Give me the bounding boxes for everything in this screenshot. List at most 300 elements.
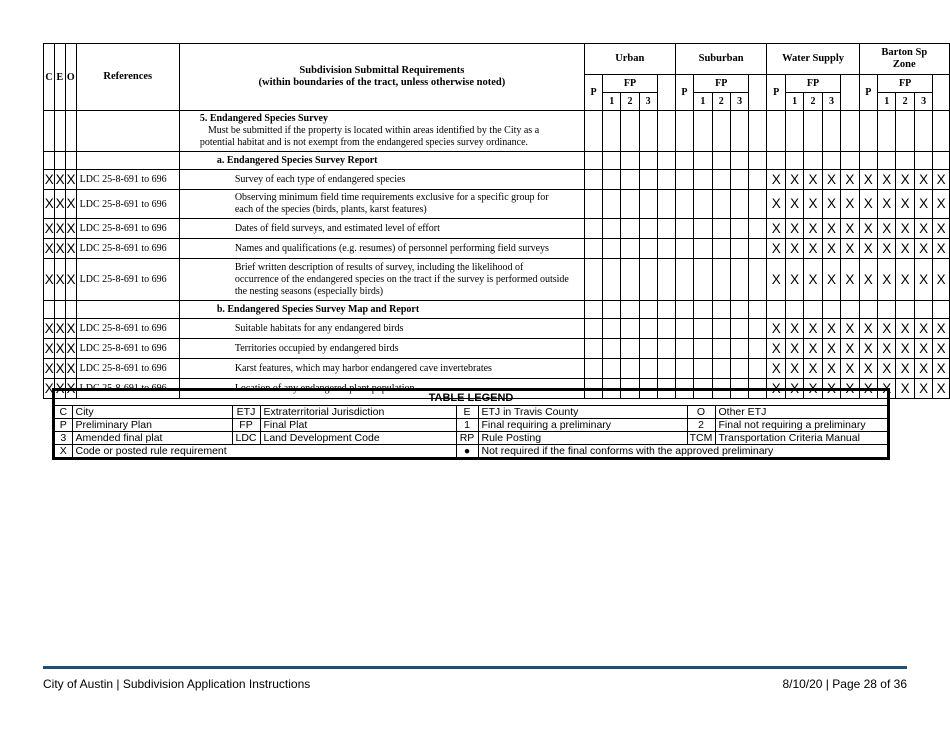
grid-cell-empty	[675, 152, 693, 170]
grid-cell-empty	[749, 319, 767, 339]
legend-table	[55, 406, 887, 457]
grid-cell-empty	[896, 152, 914, 170]
requirement-mark: X	[767, 359, 785, 379]
grid-cell-empty	[603, 301, 621, 319]
grid-cell-empty	[878, 152, 896, 170]
requirement-mark: X	[878, 319, 896, 339]
grid-cell-empty	[749, 339, 767, 359]
group-header-urban: Urban	[584, 44, 675, 75]
grid-cell-empty	[603, 359, 621, 379]
legend-body	[55, 406, 887, 457]
legend-definition: Final Plat	[260, 419, 456, 432]
grid-cell-empty	[730, 339, 748, 359]
grid-cell-empty	[639, 190, 657, 219]
legend-code: ETJ	[232, 406, 260, 419]
grid-cell-empty	[603, 339, 621, 359]
grid-cell-empty	[584, 219, 602, 239]
requirement-mark: X	[878, 170, 896, 190]
suburban-p-header: P	[675, 75, 693, 111]
legend-code: 1	[456, 419, 478, 432]
requirement-mark: X	[914, 170, 932, 190]
requirement-mark: X	[841, 339, 859, 359]
requirement-mark: X	[767, 379, 785, 399]
grid-cell-empty	[694, 170, 712, 190]
grid-cell-empty	[657, 170, 675, 190]
legend-row	[55, 432, 887, 445]
legend-row	[55, 419, 887, 432]
grid-cell-empty	[767, 301, 785, 319]
table-row	[44, 190, 950, 219]
grid-cell-empty	[621, 259, 639, 301]
requirements-body	[44, 111, 950, 399]
grid-cell-empty	[621, 319, 639, 339]
section-desc-line: Must be submitted if the property is located within areas identified by the City as a	[207, 125, 540, 136]
grid-cell-empty	[767, 152, 785, 170]
mark-e: X	[54, 170, 65, 190]
grid-cell-empty	[841, 301, 859, 319]
legend-definition: Other ETJ	[715, 406, 887, 419]
requirement-mark: X	[914, 359, 932, 379]
grid-cell-empty	[675, 319, 693, 339]
grid-cell-empty	[933, 111, 950, 152]
legend-code: TCM	[687, 432, 715, 445]
requirement-mark: X	[822, 219, 840, 239]
grid-cell-empty	[584, 190, 602, 219]
grid-cell-empty	[603, 319, 621, 339]
requirement-mark: X	[859, 170, 877, 190]
requirement-description	[179, 190, 584, 219]
requirement-mark: X	[804, 359, 822, 379]
grid-cell-empty	[749, 152, 767, 170]
grid-cell-empty	[603, 239, 621, 259]
grid-cell-empty	[603, 219, 621, 239]
barton-spacer	[933, 75, 950, 111]
grid-cell-empty	[584, 359, 602, 379]
grid-cell-empty	[603, 259, 621, 301]
requirement-mark: X	[804, 190, 822, 219]
grid-cell-empty	[749, 111, 767, 152]
grid-cell-empty	[712, 152, 730, 170]
grid-cell-empty	[914, 301, 932, 319]
urban-fp-3: 3	[639, 93, 657, 111]
requirement-mark: X	[804, 239, 822, 259]
grid-cell-empty	[621, 301, 639, 319]
requirement-mark: X	[933, 190, 950, 219]
grid-cell-empty	[621, 339, 639, 359]
requirement-mark: X	[896, 219, 914, 239]
grid-cell-empty	[694, 319, 712, 339]
mark-c: X	[44, 190, 55, 219]
grid-cell-empty	[730, 319, 748, 339]
legend-code: RP	[456, 432, 478, 445]
requirements-table	[43, 43, 950, 399]
description-line: Suitable habitats for any endangered birds	[234, 322, 404, 334]
subsection-title-a: a. Endangered Species Survey Report	[179, 152, 584, 170]
requirement-mark: X	[822, 239, 840, 259]
grid-cell-empty	[749, 239, 767, 259]
requirement-mark: X	[859, 359, 877, 379]
grid-cell-empty	[896, 301, 914, 319]
grid-cell-empty	[694, 359, 712, 379]
grid-cell-empty	[730, 190, 748, 219]
grid-cell-empty	[675, 111, 693, 152]
requirement-mark: X	[822, 319, 840, 339]
legend-code: 2	[687, 419, 715, 432]
urban-spacer	[657, 75, 675, 111]
mark-c: X	[44, 319, 55, 339]
grid-cell-empty	[675, 339, 693, 359]
grid-cell-empty	[584, 152, 602, 170]
table-legend	[52, 388, 890, 460]
requirement-mark: X	[896, 319, 914, 339]
requirement-mark: X	[785, 339, 803, 359]
barton-fp-2: 2	[896, 93, 914, 111]
empty-cell	[65, 152, 76, 170]
grid-cell-empty	[730, 239, 748, 259]
mark-e: X	[54, 359, 65, 379]
footer-page-info: 8/10/20 | Page 28 of 36	[782, 677, 907, 691]
requirement-mark: X	[859, 259, 877, 301]
requirement-mark: X	[767, 259, 785, 301]
requirement-mark: X	[841, 379, 859, 399]
water-supply-fp-3: 3	[822, 93, 840, 111]
urban-fp-2: 2	[621, 93, 639, 111]
grid-cell-empty	[657, 239, 675, 259]
requirement-mark: X	[933, 170, 950, 190]
requirement-mark: X	[785, 190, 803, 219]
suburban-fp-2: 2	[712, 93, 730, 111]
grid-cell-empty	[878, 301, 896, 319]
grid-cell-empty	[639, 170, 657, 190]
legend-definition: Transportation Criteria Manual	[715, 432, 887, 445]
requirement-description	[179, 219, 584, 239]
requirements-heading-line2: (within boundaries of the tract, unless otherwise noted)	[258, 77, 506, 88]
grid-cell-empty	[914, 152, 932, 170]
legend-definition: City	[72, 406, 232, 419]
requirement-description	[179, 339, 584, 359]
grid-cell-empty	[584, 170, 602, 190]
requirement-mark: X	[878, 259, 896, 301]
grid-cell-empty	[694, 239, 712, 259]
requirement-mark: X	[822, 359, 840, 379]
grid-cell-empty	[841, 111, 859, 152]
requirement-mark: X	[878, 359, 896, 379]
grid-cell-empty	[841, 152, 859, 170]
requirement-mark: X	[933, 379, 950, 399]
requirement-mark: X	[878, 339, 896, 359]
grid-cell-empty	[675, 190, 693, 219]
requirement-mark: X	[878, 379, 896, 399]
description-line: Survey of each type of endangered species	[234, 173, 406, 185]
grid-cell-empty	[694, 219, 712, 239]
description-line: Observing minimum field time requirements exclusive for a specific group for	[234, 192, 549, 203]
grid-cell-empty	[657, 339, 675, 359]
subsection-title-b: b. Endangered Species Survey Map and Report	[179, 301, 584, 319]
grid-cell-empty	[712, 219, 730, 239]
grid-cell-empty	[657, 190, 675, 219]
requirements-heading-line1: Subdivision Submittal Requirements	[299, 65, 465, 76]
grid-cell-empty	[621, 152, 639, 170]
grid-cell-empty	[639, 111, 657, 152]
grid-cell-empty	[749, 301, 767, 319]
grid-cell-empty	[657, 152, 675, 170]
requirement-mark: X	[804, 170, 822, 190]
requirement-mark: X	[933, 319, 950, 339]
mark-o: X	[65, 190, 76, 219]
mark-o: X	[65, 379, 76, 399]
section-row	[44, 152, 950, 170]
reference-cell: LDC 25-8-691 to 696	[76, 339, 179, 359]
mark-o: X	[65, 339, 76, 359]
barton-p-header: P	[859, 75, 877, 111]
grid-cell-empty	[712, 190, 730, 219]
section-title-cell	[179, 111, 584, 152]
mark-e: X	[54, 379, 65, 399]
reference-cell: LDC 25-8-691 to 696	[76, 319, 179, 339]
legend-definition: Code or posted rule requirement	[72, 445, 456, 458]
description-line: Names and qualifications (e.g. resumes) of personnel performing field surveys	[234, 242, 549, 254]
reference-cell: LDC 25-8-691 to 696	[76, 190, 179, 219]
grid-cell-empty	[621, 239, 639, 259]
grid-cell-empty	[694, 111, 712, 152]
legend-code: C	[55, 406, 72, 419]
grid-cell-empty	[675, 170, 693, 190]
legend-definition: Final not requiring a preliminary	[715, 419, 887, 432]
requirement-mark: X	[914, 259, 932, 301]
grid-cell-empty	[621, 219, 639, 239]
description-line: each of the species (birds, plants, karst features)	[234, 204, 427, 215]
mark-e: X	[54, 219, 65, 239]
reference-cell: LDC 25-8-691 to 696	[76, 379, 179, 399]
legend-code: E	[456, 406, 478, 419]
requirement-mark: X	[804, 219, 822, 239]
empty-cell	[76, 152, 179, 170]
grid-cell-empty	[621, 170, 639, 190]
requirement-mark: X	[841, 359, 859, 379]
grid-cell-empty	[933, 152, 950, 170]
grid-cell-empty	[767, 111, 785, 152]
grid-cell-empty	[730, 152, 748, 170]
grid-cell-empty	[785, 111, 803, 152]
grid-cell-empty	[730, 111, 748, 152]
section-title: 5. Endangered Species Survey	[199, 113, 328, 124]
grid-cell-empty	[694, 152, 712, 170]
requirement-mark: X	[767, 319, 785, 339]
bullet-icon: ●	[456, 445, 478, 458]
requirement-description	[179, 359, 584, 379]
requirement-mark: X	[785, 259, 803, 301]
empty-cell	[76, 111, 179, 152]
reference-cell: LDC 25-8-691 to 696	[76, 170, 179, 190]
reference-cell: LDC 25-8-691 to 696	[76, 259, 179, 301]
legend-code: X	[55, 445, 72, 458]
requirement-mark: X	[859, 190, 877, 219]
grid-cell-empty	[694, 190, 712, 219]
requirement-mark: X	[804, 379, 822, 399]
grid-cell-empty	[621, 111, 639, 152]
requirement-mark: X	[841, 170, 859, 190]
grid-cell-empty	[804, 111, 822, 152]
requirement-mark: X	[914, 379, 932, 399]
mark-e: X	[54, 190, 65, 219]
grid-cell-empty	[639, 359, 657, 379]
grid-cell-empty	[657, 359, 675, 379]
mark-o: X	[65, 319, 76, 339]
grid-cell-empty	[621, 359, 639, 379]
grid-cell-empty	[749, 219, 767, 239]
section-desc-line: potential habitat and is not exempt from the endangered species survey ordinance.	[199, 137, 529, 148]
group-header-barton-springs-zone	[859, 44, 949, 75]
suburban-fp-1: 1	[694, 93, 712, 111]
grid-cell-empty	[730, 359, 748, 379]
grid-cell-empty	[878, 111, 896, 152]
barton-heading-line2: Zone	[892, 59, 916, 70]
grid-cell-empty	[712, 319, 730, 339]
description-line: Brief written description of results of survey, including the likelihood of	[234, 261, 524, 273]
grid-cell-empty	[749, 259, 767, 301]
requirement-mark: X	[896, 359, 914, 379]
grid-cell-empty	[822, 301, 840, 319]
grid-cell-empty	[730, 301, 748, 319]
grid-cell-empty	[639, 339, 657, 359]
grid-cell-empty	[584, 319, 602, 339]
grid-cell-empty	[785, 301, 803, 319]
requirement-mark: X	[841, 219, 859, 239]
requirement-mark: X	[933, 239, 950, 259]
table-row	[44, 170, 950, 190]
grid-cell-empty	[584, 239, 602, 259]
grid-cell-empty	[785, 152, 803, 170]
mark-e: X	[54, 259, 65, 301]
requirement-mark: X	[841, 239, 859, 259]
requirement-mark: X	[785, 219, 803, 239]
requirement-mark: X	[767, 339, 785, 359]
requirement-mark: X	[933, 359, 950, 379]
grid-cell-empty	[749, 170, 767, 190]
grid-cell-empty	[675, 239, 693, 259]
empty-cell	[65, 301, 76, 319]
grid-cell-empty	[730, 219, 748, 239]
legend-row	[55, 445, 887, 458]
footer-rule	[43, 666, 907, 669]
requirement-mark: X	[859, 379, 877, 399]
mark-o: X	[65, 219, 76, 239]
legend-code: LDC	[232, 432, 260, 445]
mark-e: X	[54, 319, 65, 339]
requirement-mark: X	[785, 170, 803, 190]
grid-cell-empty	[694, 301, 712, 319]
grid-cell-empty	[675, 301, 693, 319]
requirement-mark: X	[896, 239, 914, 259]
requirement-mark: X	[841, 259, 859, 301]
grid-cell-empty	[621, 190, 639, 219]
grid-cell-empty	[694, 339, 712, 359]
barton-heading-line1: Barton Sp	[881, 47, 928, 58]
mark-o: X	[65, 239, 76, 259]
suburban-fp-header: FP	[694, 75, 749, 93]
grid-cell-empty	[712, 301, 730, 319]
requirement-mark: X	[785, 359, 803, 379]
grid-cell-empty	[639, 239, 657, 259]
grid-cell-empty	[933, 301, 950, 319]
mark-c: X	[44, 379, 55, 399]
section-row	[44, 301, 950, 319]
empty-cell	[76, 301, 179, 319]
water-supply-fp-1: 1	[785, 93, 803, 111]
grid-cell-empty	[822, 152, 840, 170]
empty-cell	[44, 152, 55, 170]
requirement-mark: X	[896, 170, 914, 190]
legend-definition: Amended final plat	[72, 432, 232, 445]
requirement-description	[179, 259, 584, 301]
mark-c: X	[44, 170, 55, 190]
requirement-mark: X	[822, 379, 840, 399]
grid-cell-empty	[639, 259, 657, 301]
grid-cell-empty	[749, 190, 767, 219]
mark-e: X	[54, 239, 65, 259]
grid-cell-empty	[859, 301, 877, 319]
empty-cell	[54, 301, 65, 319]
requirement-mark: X	[933, 219, 950, 239]
grid-cell-empty	[694, 259, 712, 301]
reference-cell: LDC 25-8-691 to 696	[76, 239, 179, 259]
requirement-mark: X	[914, 339, 932, 359]
grid-cell-empty	[896, 111, 914, 152]
mark-c: X	[44, 239, 55, 259]
grid-cell-empty	[657, 219, 675, 239]
requirement-mark: X	[878, 239, 896, 259]
mark-c: X	[44, 359, 55, 379]
mark-c: X	[44, 259, 55, 301]
table-row	[44, 239, 950, 259]
grid-cell-empty	[914, 111, 932, 152]
description-line: the nesting seasons (especially birds)	[234, 285, 384, 297]
grid-cell-empty	[804, 152, 822, 170]
col-header-requirements	[179, 44, 584, 111]
table-row	[44, 359, 950, 379]
empty-cell	[54, 111, 65, 152]
grid-cell-empty	[639, 301, 657, 319]
requirement-mark: X	[859, 339, 877, 359]
water-supply-fp-2: 2	[804, 93, 822, 111]
requirement-mark: X	[804, 319, 822, 339]
grid-cell-empty	[859, 152, 877, 170]
grid-cell-empty	[712, 239, 730, 259]
grid-cell-empty	[603, 190, 621, 219]
table-row	[44, 219, 950, 239]
legend-title: TABLE LEGEND	[55, 391, 887, 406]
suburban-fp-3: 3	[730, 93, 748, 111]
requirement-mark: X	[859, 219, 877, 239]
grid-cell-empty	[675, 259, 693, 301]
water-supply-p-header: P	[767, 75, 785, 111]
requirement-mark: X	[822, 259, 840, 301]
reference-cell: LDC 25-8-691 to 696	[76, 359, 179, 379]
grid-cell-empty	[603, 170, 621, 190]
requirement-mark: X	[914, 219, 932, 239]
grid-cell-empty	[657, 259, 675, 301]
legend-code: O	[687, 406, 715, 419]
description-line: Dates of field surveys, and estimated level of effort	[234, 222, 440, 234]
requirement-mark: X	[767, 170, 785, 190]
grid-cell-empty	[822, 111, 840, 152]
mark-c: X	[44, 339, 55, 359]
requirement-mark: X	[767, 190, 785, 219]
grid-cell-empty	[712, 170, 730, 190]
description-line: Karst features, which may harbor endangered cave invertebrates	[234, 362, 492, 374]
barton-fp-3: 3	[914, 93, 932, 111]
legend-definition: Extraterritorial Jurisdiction	[260, 406, 456, 419]
